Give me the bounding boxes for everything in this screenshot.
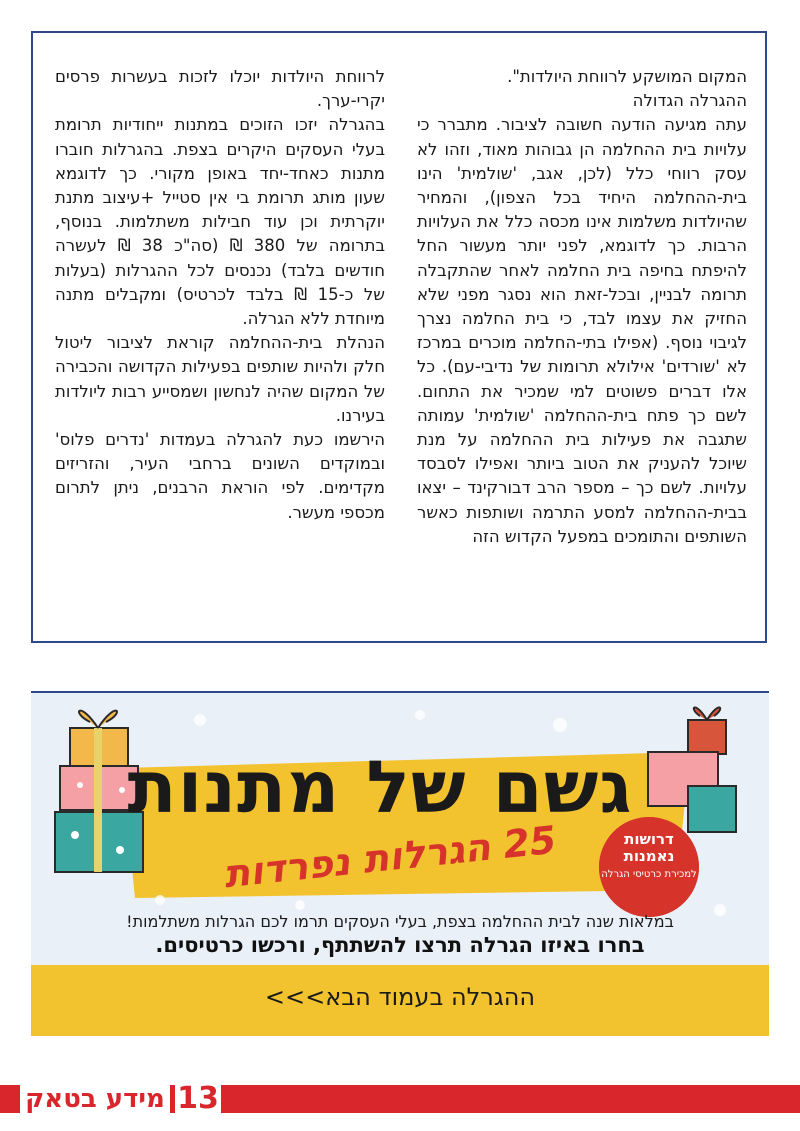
page-number: 13	[175, 1080, 221, 1118]
article-paragraph: הנהלת בית-ההחלמה קוראת לציבור ליטול חלק ולהיות שותפים בפעילות הקדושה והכבירה של המקום שהיה לנחשון ושמסייע רבות ליולדות בעירנו.	[55, 333, 385, 425]
article-paragraph: הירשמו כעת להגרלה בעמדות 'נדרים פלוס' ובמוקדים השונים ברחבי העיר, והזריזים מקדימים. לפי הוראת הרבנים, ניתן לתרום מכספי מעשר.	[55, 430, 385, 522]
badge-title: דרושות נאמנות	[623, 830, 675, 865]
volunteers-badge	[599, 817, 699, 917]
article-paragraph: המקום המושקע לרווחת היולדות".	[507, 67, 747, 86]
next-page-bar[interactable]	[31, 965, 769, 1036]
article-paragraph: לרווחת היולדות יוכלו לזכות בעשרות פרסים יקרי-ערך.	[55, 67, 385, 111]
badge-subtitle: למכירת כרטיסי הגרלה	[601, 869, 697, 880]
article-paragraph: ההגרלה הגדולה	[632, 91, 747, 111]
banner-tagline: 25 הגרלות נפרדות	[221, 817, 559, 897]
banner-cta-text: בחרו באיזו הגרלה תרצו להשתתף, ורכשו כרטיסים.	[155, 933, 645, 957]
banner-intro-text: במלאות שנה לבית ההחלמה בצפת, בעלי העסקים תרמו לכם הגרלות משתלמות!	[126, 912, 674, 931]
article-paragraph: בהגרלה יזכו הזוכים במתנות ייחודיות תרומת בעלי העסקים היקרים בצפת. בהגרלות חוברו מתנות כאחד-יחד באופן מקורי. כך לדוגמא שעון מותג תרומת בי אין סטייל +עיצוב מתנת יוקרתית וכן עוד חבילות משתלמות. בנוסף, בתרומה של 380 ₪ (סה"כ 38 ₪ לעשרה חודשים בלבד) נכנסים לכל ההגרלות (בעלות של כ-15 ₪ בלבד לכרטיס) ומקבלים מתנה מיוחדת ללא הגרלה.	[55, 115, 385, 329]
article-paragraph: עתה מגיעה הודעה חשובה לציבור. מתברר כי עלויות בית ההחלמה הן גבוהות מאוד, וזהו לא עסק רווחי כלל (לכן, אגב, 'שולמית' הינו בית-ההחלמה היחיד בכל הצפון), והמחיר שהיולדות משלמות אינו מכסה כלל את העלויות הרבות. כך לדוגמא, לפני יותר מעשור החל להיפתח בחיפה בית החלמה לאחר שהתקבלה תרומה לבניין, ובכל-זאת הוא נסגר מפני שלא החזיק את עצמו לבד, כי בית החלמה נצרך לגיבוי נוסף. (אפילו בתי-החלמה מוכרים במרכז לא 'שורדים' אילולא תרומות של נדיבי-עם). כל אלו דברים פשוטים למי שמכיר את התחום. לשם כך פתח בית-ההחלמה 'שולמית' עמותה שתגבה את פעילות בית ההחלמה על מנת שיוכל להעניק את הטוב ביותר ואפילו לסבסד עלויות. לשם כך – מספר הרב דבורקינד – יצאו בבית-ההחלמה למסע התרמה ושותפות כאשר השותפים והתומכים במפעל הקדוש הזה	[417, 115, 747, 546]
banner-headline: גשם של מתנות	[127, 745, 633, 829]
brand-logo: מידע בטאק	[20, 1080, 170, 1118]
next-page-link[interactable]: ההגרלה בעמוד הבא>>>	[264, 983, 536, 1011]
